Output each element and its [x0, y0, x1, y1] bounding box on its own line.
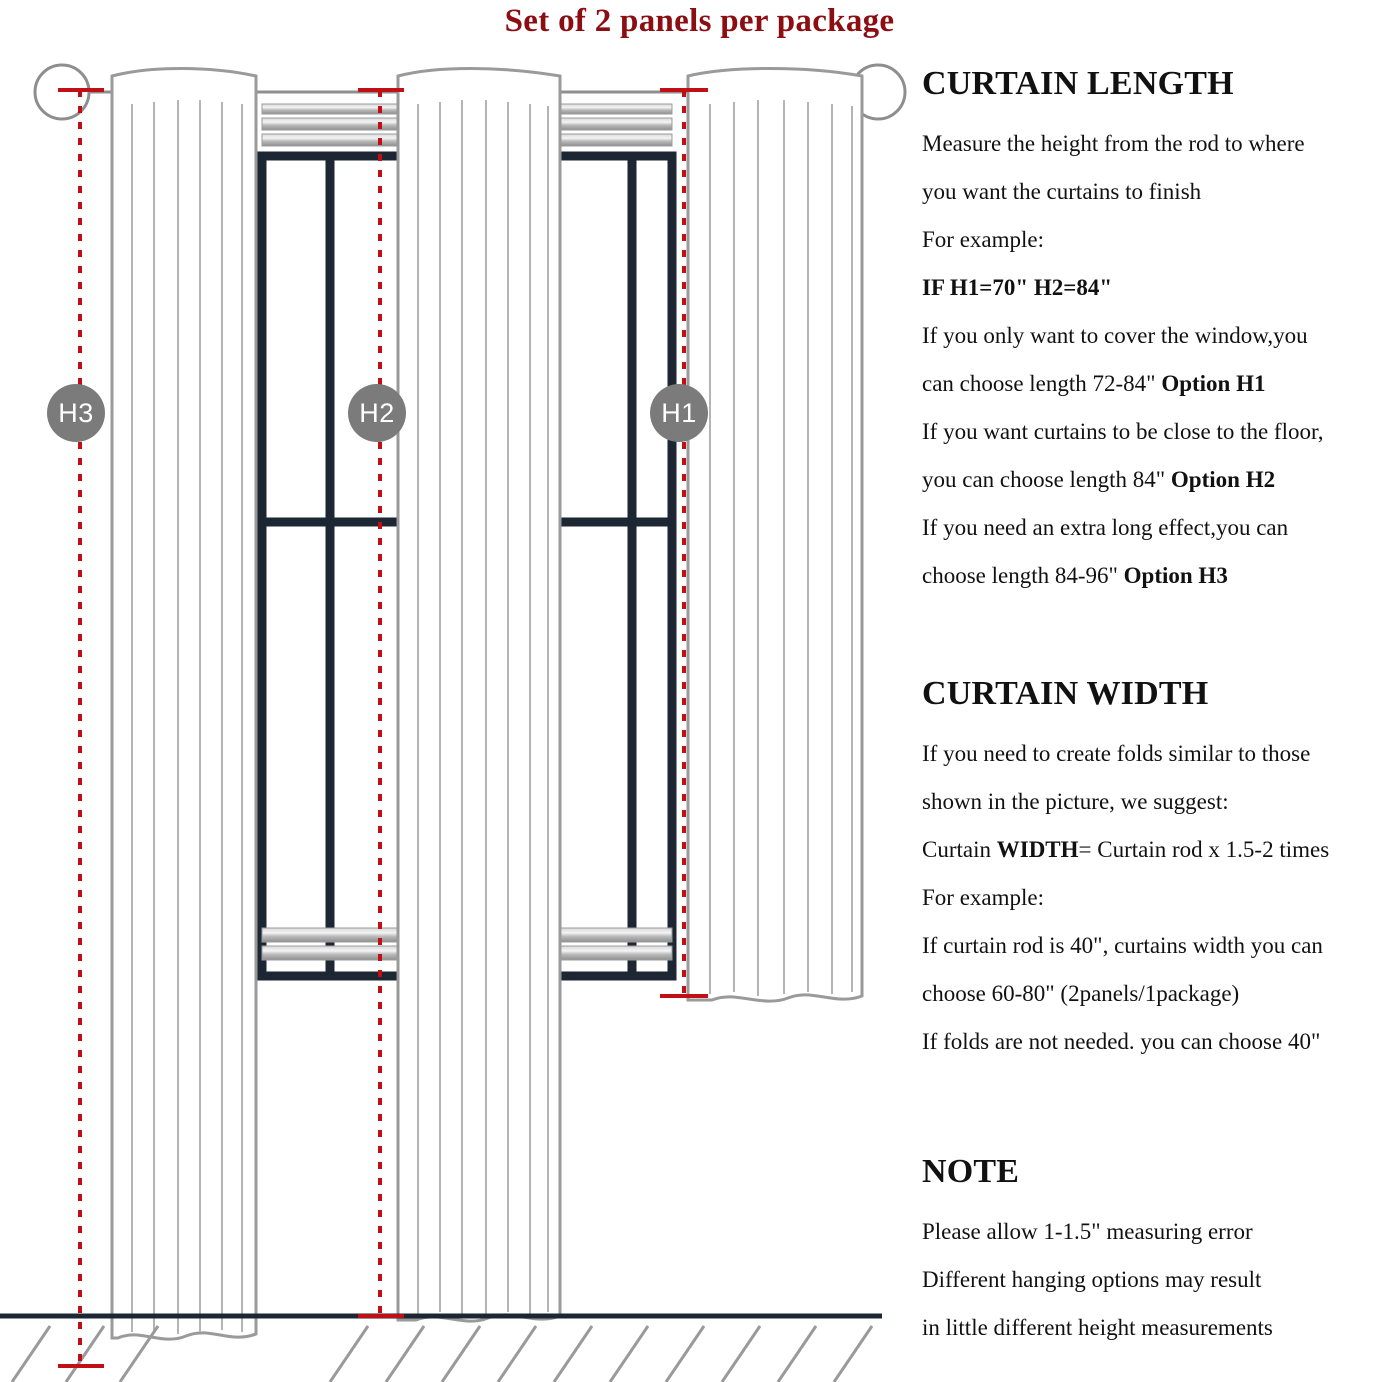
curtain-width-keyword: WIDTH	[996, 837, 1079, 862]
curtain-width-line-7: If folds are not needed. you can choose 40"	[922, 1029, 1321, 1054]
section-spacer-2	[922, 1066, 1392, 1150]
curtain-width-formula-suffix: = Curtain rod x 1.5-2 times	[1078, 837, 1330, 862]
curtain-length-line-3: For example:	[922, 227, 1044, 252]
measure-badge-h3: H3	[47, 384, 105, 442]
curtain-length-line-2: you want the curtains to finish	[922, 179, 1202, 204]
curtain-length-line-10	[922, 552, 1392, 600]
curtain-length-line-8	[922, 456, 1392, 504]
curtain-length-line-10-text: choose length 84-96"	[922, 563, 1124, 588]
curtain-panel-window	[688, 69, 862, 1002]
measure-badge-h2: H2	[348, 384, 406, 442]
curtain-length-line-9: If you need an extra long effect,you can	[922, 515, 1289, 540]
curtain-width-formula	[922, 826, 1392, 874]
section-spacer-1	[922, 600, 1392, 672]
section-heading-note: NOTE	[922, 1153, 1020, 1190]
curtain-width-line-5: If curtain rod is 40", curtains width you can	[922, 933, 1323, 958]
curtain-length-line-6	[922, 360, 1392, 408]
curtain-width-formula-prefix: Curtain	[922, 837, 997, 862]
curtain-length-line-8-text: you can choose length 84"	[922, 467, 1171, 492]
curtain-length-line-7: If you want curtains to be close to the floor,	[922, 419, 1324, 444]
note-line-2: Different hanging options may result	[922, 1267, 1262, 1292]
note-line-1: Please allow 1-1.5" measuring error	[922, 1219, 1253, 1244]
curtain-length-line-6-text: can choose length 72-84"	[922, 371, 1162, 396]
curtain-width-line-4: For example:	[922, 885, 1044, 910]
curtain-measurement-diagram	[0, 44, 912, 1382]
curtain-length-example-values: IF H1=70" H2=84"	[922, 275, 1113, 300]
section-heading-curtain-length: CURTAIN LENGTH	[922, 65, 1234, 102]
curtain-width-line-2: shown in the picture, we suggest:	[922, 789, 1229, 814]
section-heading-curtain-width: CURTAIN WIDTH	[922, 675, 1209, 712]
curtain-panel-floor	[398, 69, 560, 1322]
option-h1-label: Option H1	[1161, 371, 1266, 396]
instructions-column	[922, 62, 1392, 1352]
curtain-panel-long	[112, 69, 256, 1340]
diagram-svg	[0, 44, 912, 1382]
note-line-3: in little different height measurements	[922, 1315, 1273, 1340]
measure-badge-h1: H1	[650, 384, 708, 442]
page-title: Set of 2 panels per package	[504, 3, 895, 39]
option-h2-label: Option H2	[1170, 467, 1276, 492]
option-h3-label: Option H3	[1123, 563, 1228, 588]
curtain-width-line-1: If you need to create folds similar to those	[922, 741, 1311, 766]
curtain-length-line-1: Measure the height from the rod to where	[922, 131, 1305, 156]
curtain-length-line-5: If you only want to cover the window,you	[922, 323, 1308, 348]
measure-line-h3	[58, 90, 104, 1366]
curtain-width-line-6: choose 60-80" (2panels/1package)	[922, 981, 1240, 1006]
